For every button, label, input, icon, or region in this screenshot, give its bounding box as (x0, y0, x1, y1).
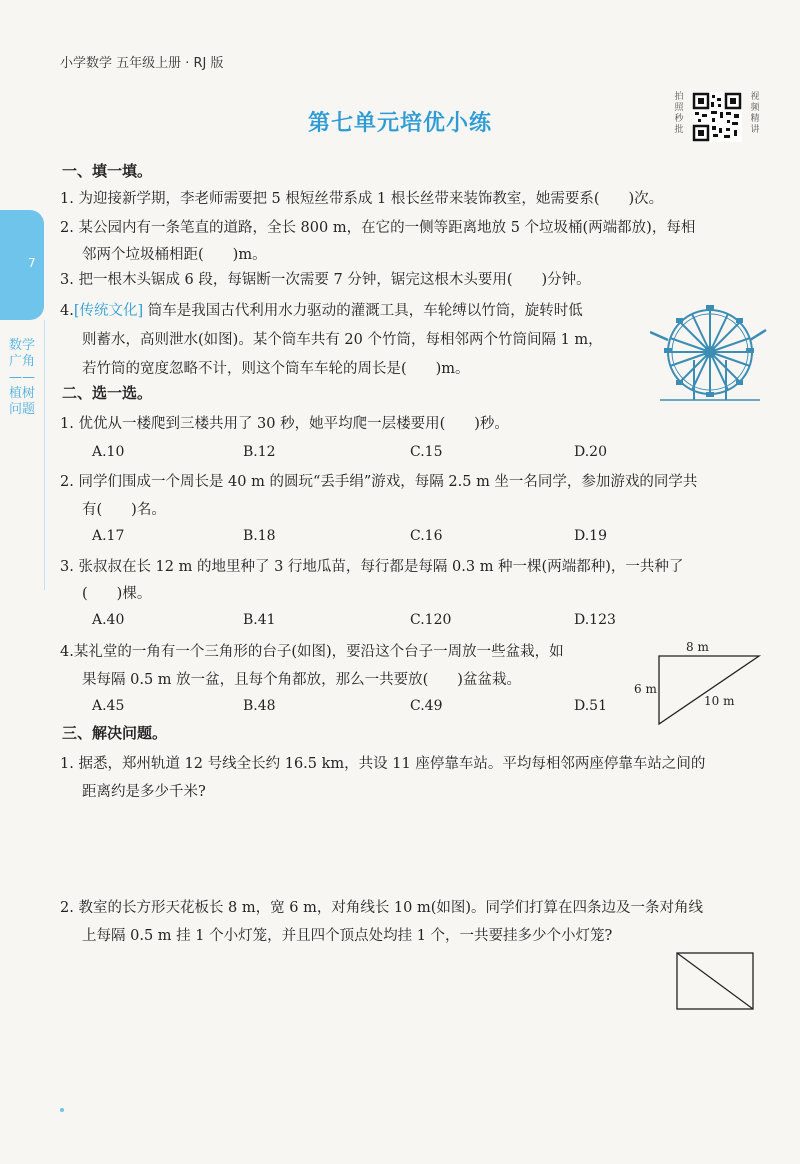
s3-question-1-line2: 距离约是多少千米? (82, 784, 206, 800)
culture-tag: [传统文化] (73, 303, 144, 319)
triangle-left-label: 6 m (634, 682, 657, 696)
chapter-tab (0, 210, 44, 320)
s2-q2-option-d[interactable]: D.19 (574, 528, 607, 544)
qr-left-label: 拍照秒批 (674, 92, 684, 135)
s2-q3-option-d[interactable]: D.123 (574, 612, 616, 628)
qr-block[interactable] (672, 92, 762, 148)
chapter-number: 7 (28, 256, 36, 270)
s2-q1-option-a[interactable]: A.10 (92, 444, 125, 460)
water-wheel-figure (650, 300, 768, 412)
s1-question-1: 1. 为迎接新学期，李老师需要把 5 根短丝带系成 1 根长丝带来装饰教室，她需要系( )次。 (60, 191, 664, 207)
s1-question-2-line2: 邻两个垃圾桶相距( )m。 (82, 247, 267, 263)
s2-q4-option-c[interactable]: C.49 (410, 698, 443, 714)
qr-right-label: 视频精讲 (750, 92, 760, 135)
ceiling-rectangle-figure (676, 952, 754, 1010)
q4-text: 筒车是我国古代利用水力驱动的灌溉工具，车轮缚以竹筒，旋转时低 (143, 303, 583, 319)
s1-question-2-line1: 2. 某公园内有一条笔直的道路，全长 800 m，在它的一侧等距离地放 5 个垃圾桶(两端都放)，每相 (60, 220, 696, 236)
s2-q2-option-a[interactable]: A.17 (92, 528, 125, 544)
book-header: 小学数学 五年级上册 · RJ 版 (60, 56, 224, 71)
triangle-figure (655, 640, 765, 730)
s2-q2-option-b[interactable]: B.18 (243, 528, 276, 544)
page-dot-decoration (60, 1108, 64, 1112)
s2-q1-option-c[interactable]: C.15 (410, 444, 443, 460)
s2-q3-option-b[interactable]: B.41 (243, 612, 276, 628)
s1-question-4-line2: 则蓄水，高则泄水(如图)。某个筒车共有 20 个竹筒，每相邻两个竹筒间隔 1 m， (82, 332, 603, 348)
s2-q4-option-b[interactable]: B.48 (243, 698, 276, 714)
s2-question-4-line2: 果每隔 0.5 m 放一盆，且每个角都放，那么一共要放( )盆盆栽。 (82, 672, 521, 688)
s1-question-4-line1 (60, 297, 583, 325)
s2-q4-option-d[interactable]: D.51 (574, 698, 607, 714)
s2-question-4-line1: 4.某礼堂的一角有一个三角形的台子(如图)，要沿这个台子一周放一些盆栽，如 (60, 644, 564, 660)
s2-question-2-line1: 2. 同学们围成一个周长是 40 m 的圆玩“丢手绢”游戏，每隔 2.5 m 坐一名同学，参加游戏的同学共 (60, 474, 698, 490)
section-3-heading: 三、解决问题。 (62, 724, 168, 742)
s2-q3-option-a[interactable]: A.40 (92, 612, 125, 628)
triangle-top-label: 8 m (686, 640, 709, 654)
s3-question-2-line2: 上每隔 0.5 m 挂 1 个小灯笼，并且四个顶点处均挂 1 个，一共要挂多少个小灯笼? (82, 928, 613, 944)
s3-question-1-line1: 1. 据悉，郑州轨道 12 号线全长约 16.5 km，共设 11 座停靠车站。平均每相邻两座停靠车站之间的 (60, 756, 706, 772)
s2-q3-option-c[interactable]: C.120 (410, 612, 452, 628)
s2-question-1: 1. 优优从一楼爬到三楼共用了 30 秒，她平均爬一层楼要用( )秒。 (60, 416, 509, 432)
s2-q4-option-a[interactable]: A.45 (92, 698, 125, 714)
s2-question-3-line1: 3. 张叔叔在长 12 m 的地里种了 3 行地瓜苗，每行都是每隔 0.3 m 种一棵(两端都种)，一共种了 (60, 559, 684, 575)
triangle-hyp-label: 10 m (704, 694, 735, 708)
s1-question-3: 3. 把一根木头锯成 6 段，每锯断一次需要 7 分钟，锯完这根木头要用( )分钟。 (60, 272, 591, 288)
s2-q1-option-d[interactable]: D.20 (574, 444, 607, 460)
section-1-heading: 一、填一填。 (62, 162, 153, 180)
s1-question-4-line3: 若竹筒的宽度忽略不计，则这个筒车车轮的周长是( )m。 (82, 361, 470, 377)
s2-question-2-line2: 有( )名。 (82, 502, 166, 518)
s3-question-2-line1: 2. 教室的长方形天花板长 8 m，宽 6 m，对角线长 10 m(如图)。同学们打算在四条边及一条对角线 (60, 900, 704, 916)
page-title: 第七单元培优小练 (307, 111, 492, 136)
chapter-name: 数学广角——植树问题 (8, 338, 35, 417)
s2-q2-option-c[interactable]: C.16 (410, 528, 443, 544)
section-2-heading: 二、选一选。 (62, 384, 153, 402)
s2-question-3-line2: ( )棵。 (82, 586, 152, 602)
q4-number: 4. (60, 303, 74, 319)
s2-q1-option-b[interactable]: B.12 (243, 444, 276, 460)
qr-code-icon[interactable] (692, 92, 742, 142)
